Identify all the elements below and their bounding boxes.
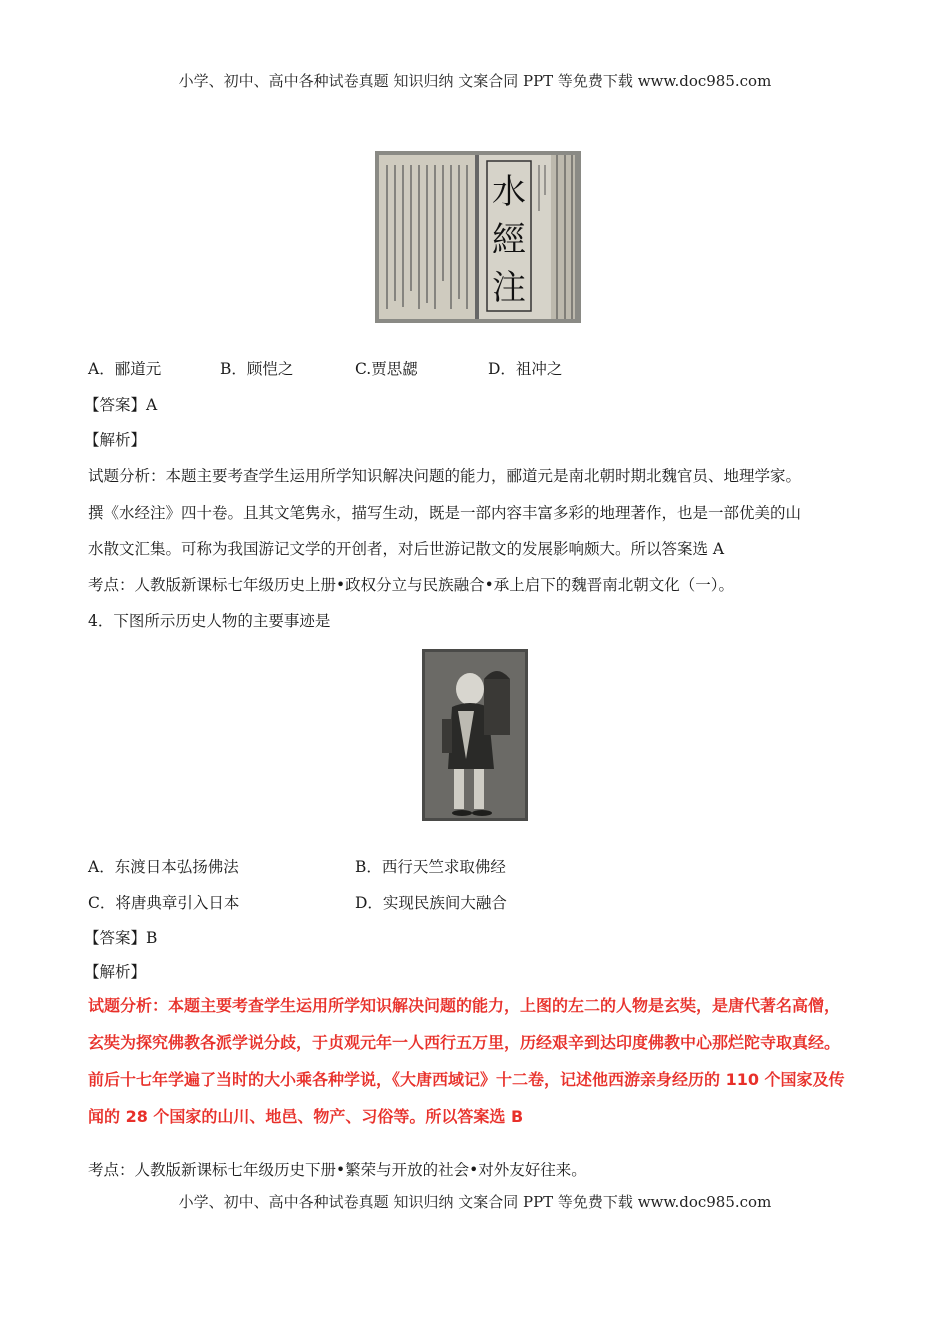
q4-option-d: D．实现民族间大融合	[355, 894, 507, 912]
q4-option-a: A．东渡日本弘扬佛法	[88, 858, 239, 876]
q4-analysis-line-3: 前后十七年学遍了当时的大小乘各种学说，《大唐西域记》十二卷，记述他西游亲身经历的 110 个国家及传	[88, 1070, 845, 1089]
q4-kaodian: 考点：人教版新课标七年级历史下册•繁荣与开放的社会•对外友好往来。	[88, 1161, 587, 1179]
shuijingzhu-book-image	[375, 151, 581, 323]
q4-option-c: C．将唐典章引入日本	[88, 894, 240, 912]
book-title-char-2: 經	[492, 220, 526, 260]
q3-analysis-line-1: 试题分析：本题主要考查学生运用所学知识解决问题的能力，郦道元是南北朝时期北魏官员、地理学家。	[88, 467, 802, 485]
q3-option-a: A．郦道元	[88, 360, 162, 378]
q3-option-c: C.贾思勰	[355, 360, 418, 378]
q3-option-d: D．祖冲之	[488, 360, 563, 378]
q3-analysis-line-3: 水散文汇集。可称为我国游记文学的开创者，对后世游记散文的发展影响颇大。所以答案选 A	[88, 540, 725, 558]
q3-analysis-label: 【解析】	[84, 431, 147, 449]
book-title-char-1: 水	[492, 172, 526, 212]
q3-analysis-line-2: 撰《水经注》四十卷。且其文笔隽永，描写生动，既是一部内容丰富多彩的地理著作，也是一部优美的山	[88, 504, 802, 522]
book-title-char-3: 注	[492, 268, 526, 308]
q4-question: 4．下图所示历史人物的主要事迹是	[88, 612, 331, 630]
page-footer: 小学、初中、高中各种试卷真题 知识归纳 文案合同 PPT 等免费下载 www.doc985.com	[178, 1193, 772, 1211]
q4-analysis-label: 【解析】	[84, 963, 147, 981]
q3-answer: 【答案】A	[84, 396, 158, 414]
q4-option-b: B．西行天竺求取佛经	[355, 858, 506, 876]
page-header: 小学、初中、高中各种试卷真题 知识归纳 文案合同 PPT 等免费下载 www.doc985.com	[178, 72, 772, 90]
q3-option-b: B．顾恺之	[220, 360, 294, 378]
xuanzang-portrait-image	[422, 649, 528, 821]
q3-kaodian: 考点：人教版新课标七年级历史上册•政权分立与民族融合•承上启下的魏晋南北朝文化（一）。	[88, 576, 735, 594]
q4-analysis-line-1: 试题分析：本题主要考查学生运用所学知识解决问题的能力，上图的左二的人物是玄奘，是唐代著名高僧，	[88, 996, 841, 1015]
q4-analysis-line-4: 闻的 28 个国家的山川、地邑、物产、习俗等。所以答案选 B	[88, 1107, 524, 1126]
q4-answer: 【答案】B	[84, 929, 158, 947]
q4-analysis-line-2: 玄奘为探究佛教各派学说分歧，于贞观元年一人西行五万里，历经艰辛到达印度佛教中心那烂陀寺取真经。	[88, 1033, 841, 1052]
